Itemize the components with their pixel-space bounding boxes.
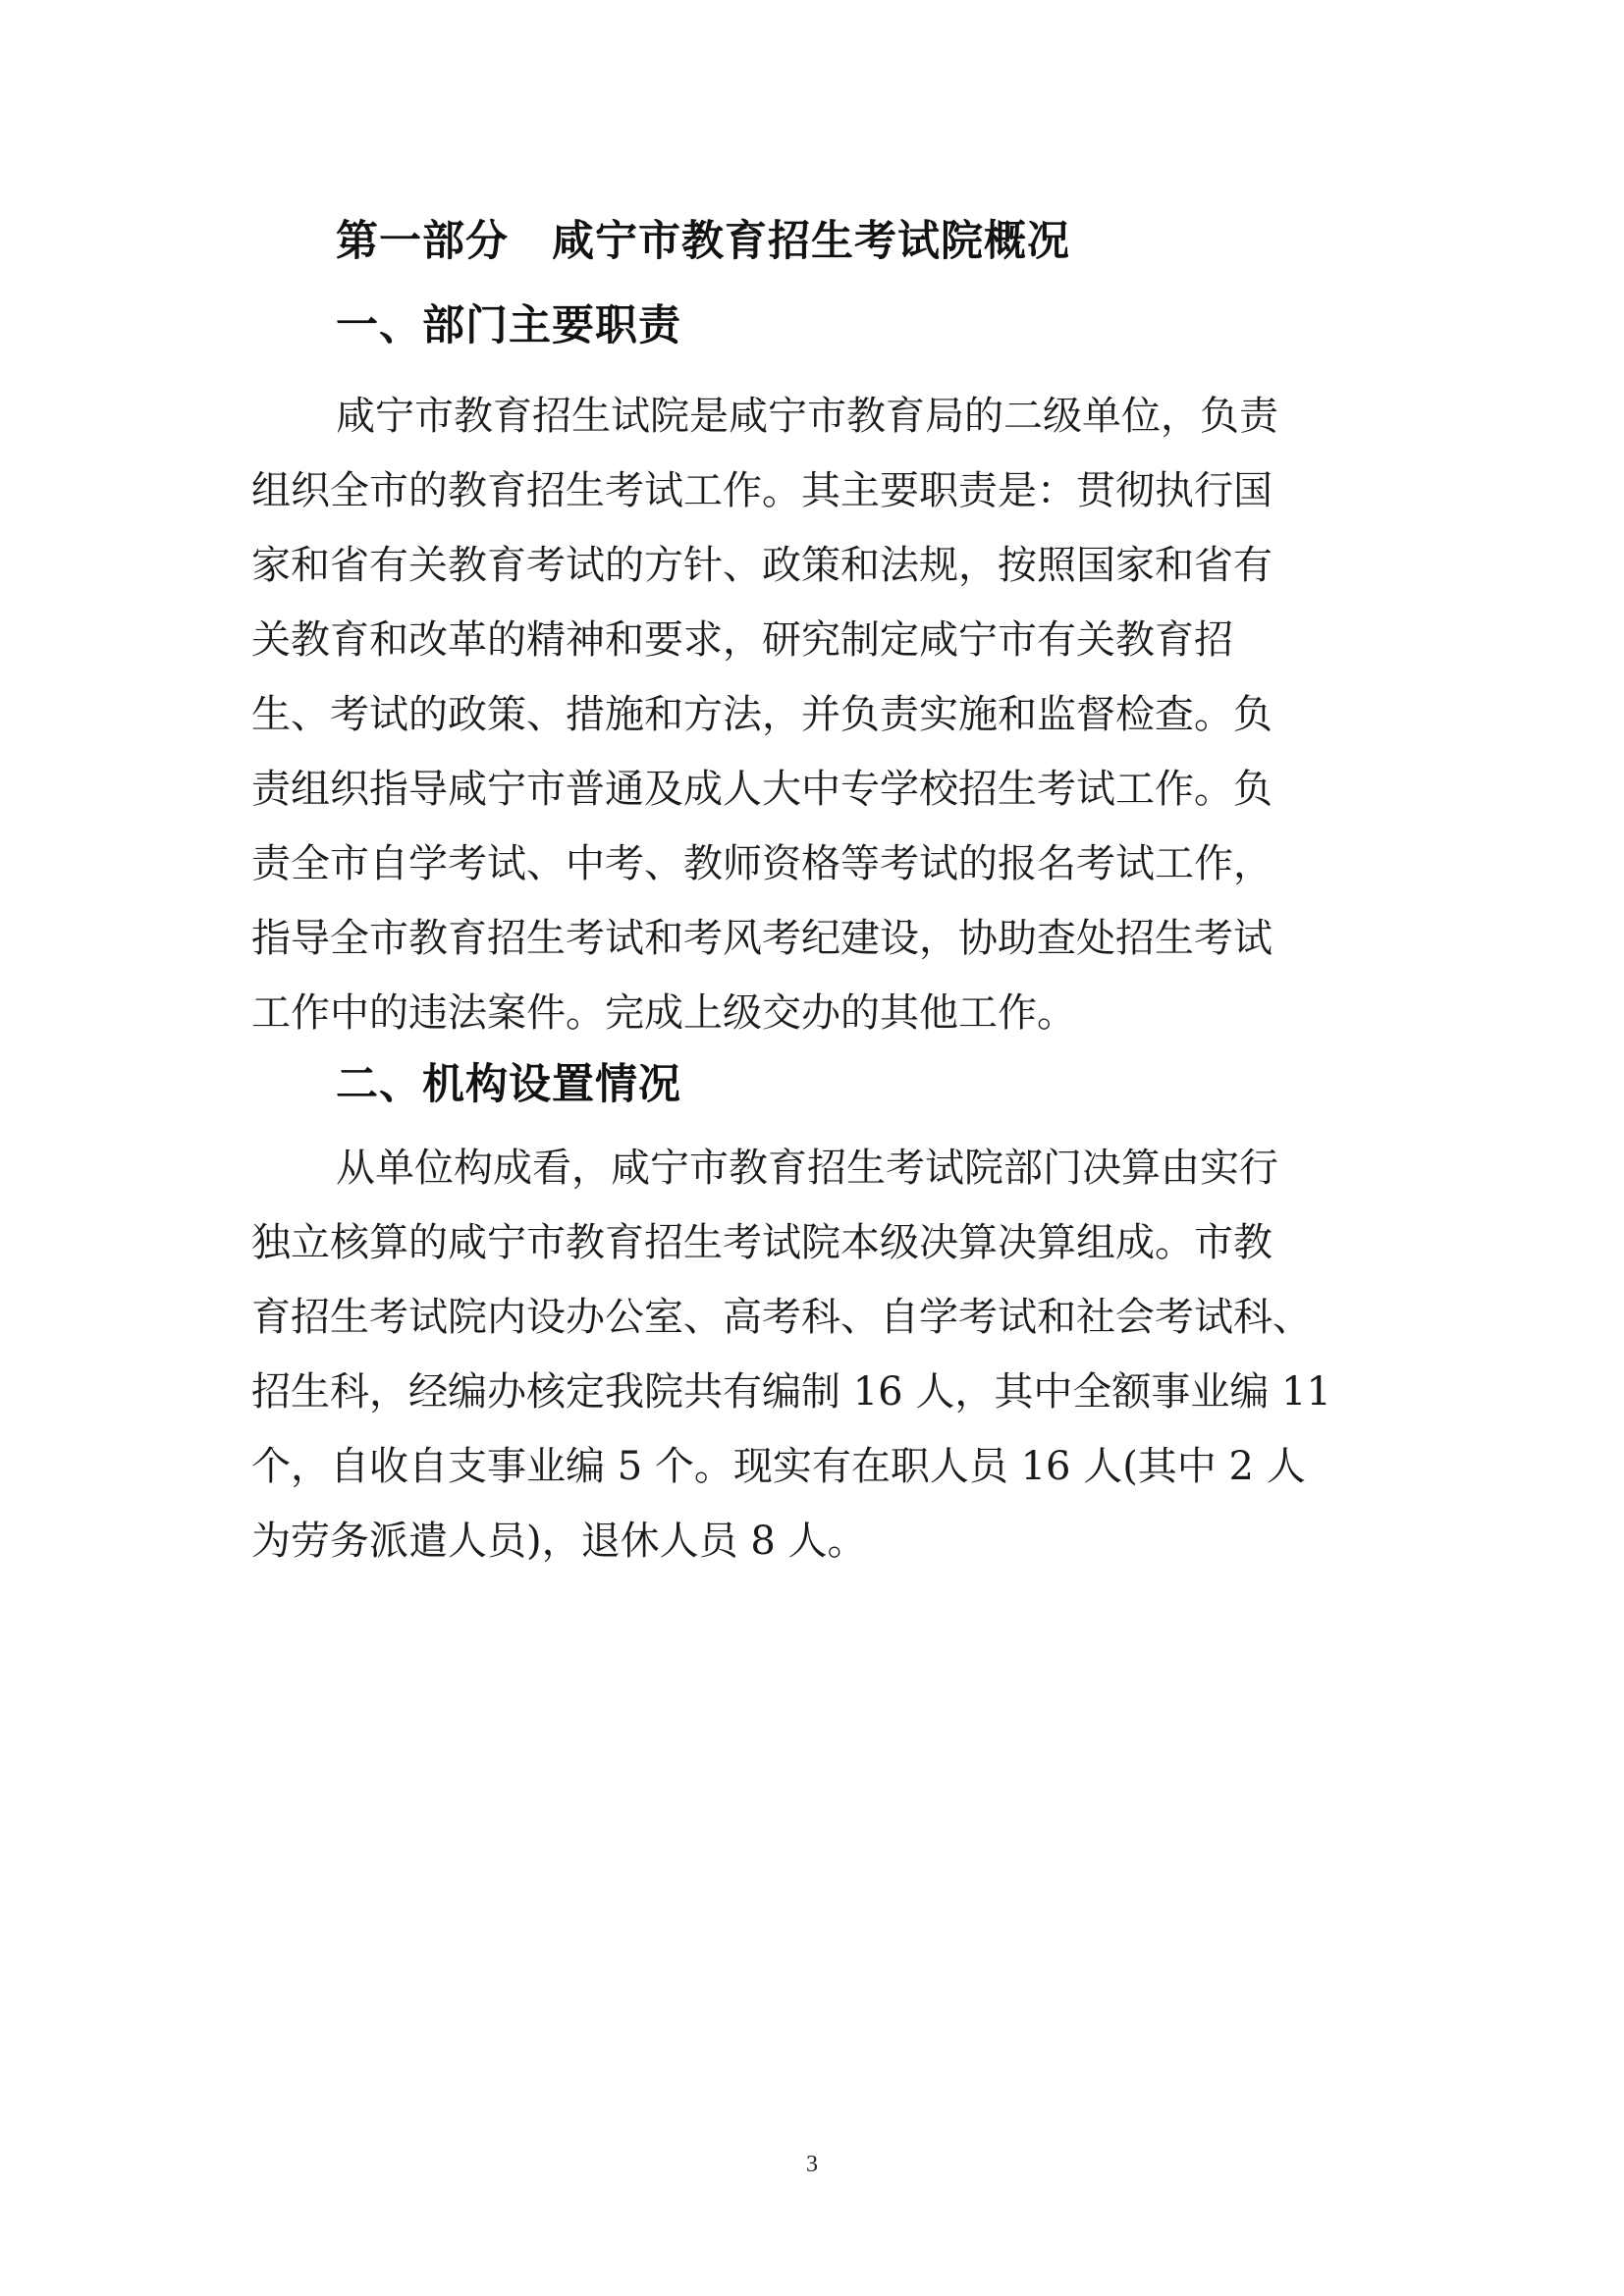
part-title: 第一部分 咸宁市教育招生考试院概况 — [336, 217, 1070, 266]
page-number: 3 — [806, 2152, 818, 2177]
section-heading-organization: 二、机构设置情况 — [336, 1060, 681, 1109]
organization-line: 招生科，经编办核定我院共有编制 16 人，其中全额事业编 11 — [251, 1369, 1331, 1415]
duties-line: 工作中的违法案件。完成上级交办的其他工作。 — [251, 990, 1076, 1036]
duties-line: 责组织指导咸宁市普通及成人大中专学校招生考试工作。负 — [251, 767, 1272, 812]
organization-line: 育招生考试院内设办公室、高考科、自学考试和社会考试科、 — [251, 1295, 1312, 1340]
duties-line: 责全市自学考试、中考、教师资格等考试的报名考试工作， — [251, 841, 1272, 886]
duties-line: 咸宁市教育招生试院是咸宁市教育局的二级单位，负责 — [336, 394, 1278, 439]
duties-line: 组织全市的教育招生考试工作。其主要职责是：贯彻执行国 — [251, 468, 1272, 513]
organization-line: 为劳务派遣人员)，退休人员 8 人。 — [251, 1519, 867, 1564]
duties-line: 家和省有关教育考试的方针、政策和法规，按照国家和省有 — [251, 543, 1272, 588]
organization-line: 独立核算的咸宁市教育招生考试院本级决算决算组成。市教 — [251, 1220, 1272, 1265]
duties-line: 关教育和改革的精神和要求，研究制定咸宁市有关教育招 — [251, 617, 1233, 663]
duties-line: 指导全市教育招生考试和考风考纪建设，协助查处招生考试 — [251, 916, 1272, 961]
organization-line: 个，自收自支事业编 5 个。现实有在职人员 16 人(其中 2 人 — [251, 1444, 1306, 1489]
organization-line: 从单位构成看，咸宁市教育招生考试院部门决算由实行 — [336, 1146, 1278, 1191]
duties-line: 生、考试的政策、措施和方法，并负责实施和监督检查。负 — [251, 692, 1272, 737]
section-heading-duties: 一、部门主要职责 — [336, 301, 681, 350]
